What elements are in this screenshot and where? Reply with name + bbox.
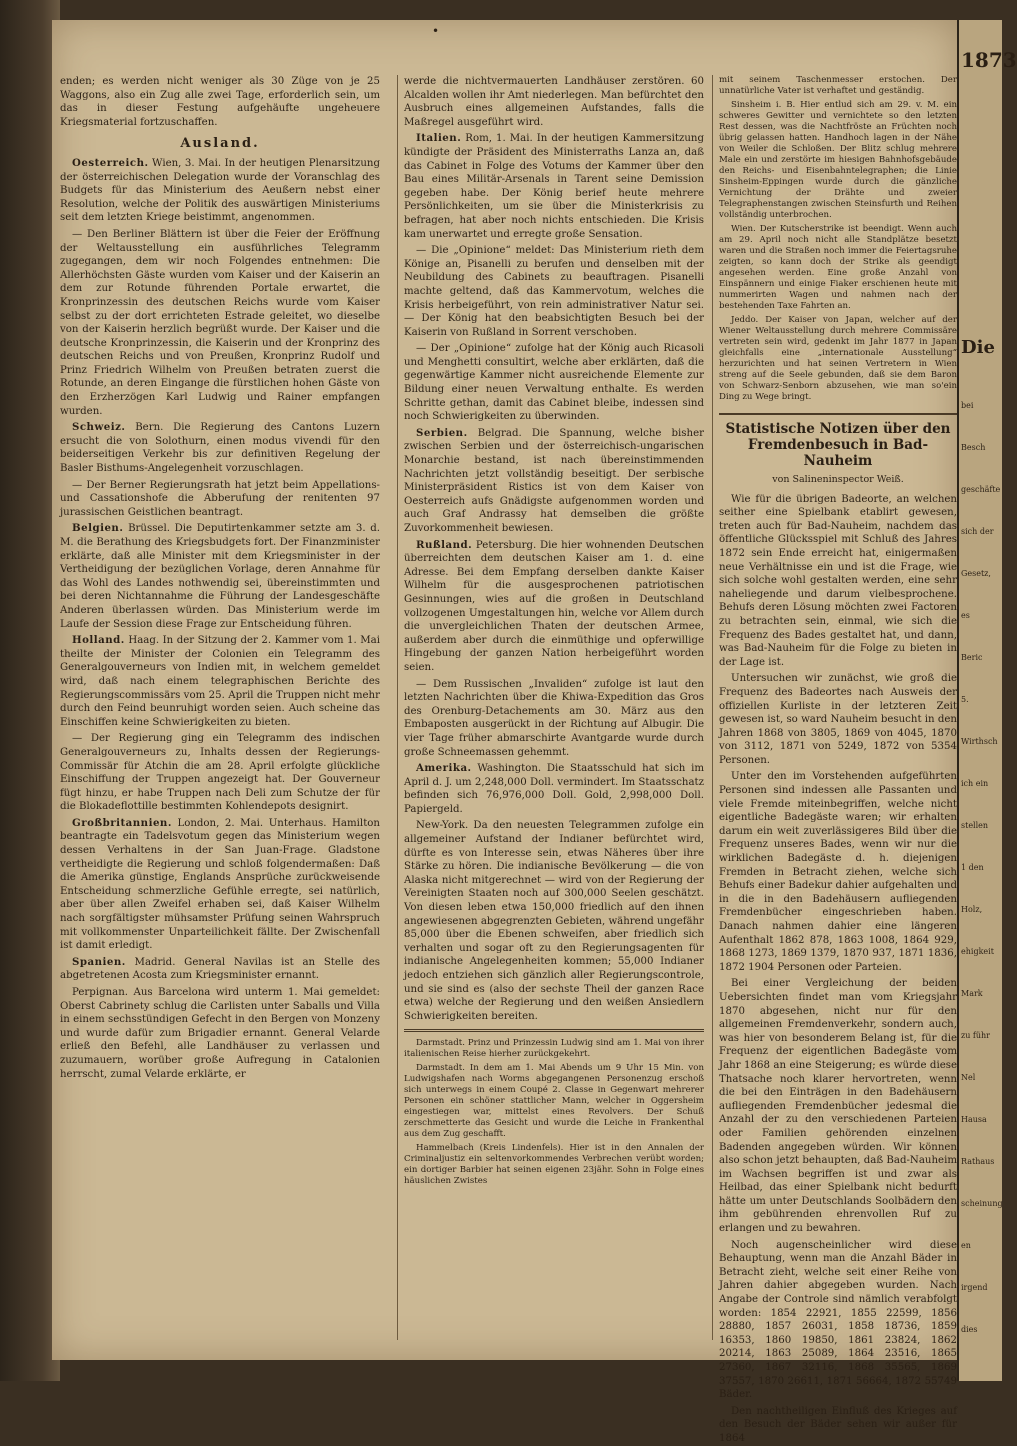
notizen-author: von Salineninspector Weiß.	[772, 474, 904, 485]
column-1	[60, 75, 380, 1340]
column-3	[712, 75, 957, 1444]
article-grossbritannien	[60, 817, 380, 953]
lead-spanien: Spanien.	[72, 955, 126, 968]
facing-page-fragment: ich ein	[961, 779, 989, 788]
facing-page-edge	[957, 20, 1017, 1381]
article-serbien	[404, 427, 704, 536]
article-newyork: New-York. Da den neuesten Telegrammen zufolge ein allgemeiner Aufstand der Indianer befürchtet wird, dürfte es von Interesse sein, etwas Näheres über ihre Stärke zu hören. Die indianische Bevölkerung — die von Alaska nicht mitgerechnet — wird von der Regierung der Vereinigten Staaten noch auf 300,000 Seelen geschätzt. Von diesen leben etwa 150,000 friedlich auf den ihnen angewiesenen abgegrenzten Gebieten, während ungefähr 85,000 über die Ebenen schweifen, aber friedlich sich verhalten und sogar oft zu den Regierungsagenten für indianische Angelegenheiten kommen; 55,000 Indianer jedoch entziehen sich gänzlich aller Regierungscontrole, und sie sind es (also der sechste Theil der ganzen Race etwa) welche der Regierung und den weißen Ansiedlern Schwierigkeiten bereiten.	[404, 820, 704, 1022]
facing-page-fragment: stellen	[961, 821, 989, 830]
facing-page-fragment: Nel	[961, 1073, 976, 1082]
facing-page-fragment: Gesetz,	[961, 569, 991, 578]
facing-page-fragment: bei	[961, 401, 974, 410]
notizen-paragraph-1: Wie für die übrigen Badeorte, an welchen seither eine Spielbank etablirt gewesen, treten auch für Bad-Nauheim, nachdem das öffentliche Glücksspiel mit Schluß des Jahres 1872 sein Ende erreicht hat, einigermaßen neue Verhältnisse ein und ist die Frage, wie sich solche wohl gestalten werden, eine sehr naheliegende und darum vielbesprochene. Behufs deren Lösung möchten zwei Factoren zu betrachten sein, einmal, wie sich die Frequenz des Bades gestaltet hat, und dann, was Bad-Nauheim für die Folge zu bieten in der Lage ist.	[719, 493, 957, 668]
article-oesterreich	[60, 157, 380, 225]
lead-schweiz: Schweiz.	[72, 421, 126, 434]
text-belgien: Brüssel. Die Deputirtenkammer setzte am 3. d. M. die Berathung des Kriegsbudgets fort. Der Finanzminister erklärte, daß alle Minister mit dem Kriegsminister in der Vertheidigung der bezüglichen Vorlage, deren Annahme für das Wohl des Landes nothwendig sei, übereinstimmten und bei deren Nichtannahme die Führung der Landesgeschäfte Anderen überlassen würden. Das Ministerium werde im Laufe der Session diese Frage zur Entscheidung führen.	[60, 523, 380, 630]
article-schweiz	[60, 421, 380, 475]
text-oesterreich: Wien, 3. Mai. In der heutigen Plenarsitzung der österreichischen Delegation wurde der Voranschlag des Budgets für das Ministerium des Aeußern nebst einer Resolution, welche der Politik des auswärtigen Ministeriums seit dem letzten Kriege beistimmt, angenommen.	[60, 157, 380, 224]
article-opinione-1: — Die „Opinione“ meldet: Das Ministerium rieth dem Könige an, Pisanelli zu berufen und denselben mit der Neubildung des Cabinets zu beauftragen. Pisanelli machte geltend, daß das Kammervotum, welches die Krisis herbeigeführt, von rein administrativer Natur sei. — Der König hat den beabsichtigten Besuch bei der Kaiserin von Rußland in Sorrent verschoben.	[404, 245, 704, 338]
article-russland	[404, 539, 704, 675]
facing-page-headline: Die	[961, 337, 995, 358]
lead-grossbritannien: Großbritannien.	[72, 816, 172, 829]
lead-serbien: Serbien.	[416, 426, 468, 439]
page-dot: •	[432, 24, 440, 38]
facing-page-fragment: Rathaus	[961, 1157, 995, 1166]
book-binding	[0, 0, 60, 1381]
facing-page-fragment: geschäfte	[961, 485, 1001, 494]
article-darmstadt-1: Darmstadt. Prinz und Prinzessin Ludwig sind am 1. Mai von ihrer italienischen Reise hierher zurückgekehrt.	[404, 1038, 704, 1060]
facing-page-fragment: Mark	[961, 989, 983, 998]
facing-page-fragment: es	[961, 611, 970, 620]
section-title-ausland: Ausland.	[180, 136, 260, 152]
facing-page-fragment: Holz,	[961, 905, 983, 914]
text-schweiz: Bern. Die Regierung des Cantons Luzern ersucht die von Solothurn, einen modus vivendi für den beiderseitigen Verkehr bis zur definitiven Regelung der Basler Bisthums-Angelegenheit vorzuschlagen.	[60, 422, 380, 475]
lead-oesterreich: Oesterreich.	[72, 156, 149, 169]
facing-page-fragment: dies	[961, 1325, 978, 1334]
article-opinione-2: — Der „Opinione“ zufolge hat der König auch Ricasoli und Menghetti consultirt, welche aber erklärten, daß die gegenwärtige Kammer nicht ausreichende Elemente zur Bildung einer neuen Verwaltung enthalte. Es werden Schritte gethan, damit das Cabinet bleibe, indessen sind noch Schwierigkeiten zu überwinden.	[404, 343, 704, 423]
facing-page-fragment: en	[961, 1241, 971, 1250]
lead-amerika: Amerika.	[416, 762, 472, 775]
facing-page-year: 1873	[961, 48, 1017, 72]
article-belgien	[60, 522, 380, 631]
column-2	[397, 75, 704, 1340]
article-italien	[404, 132, 704, 241]
notizen-paragraph-2: Untersuchen wir zunächst, wie groß die Frequenz des Badeortes nach Ausweis der offiziellen Kurliste in der letzteren Zeit gewesen ist, so ward Nauheim besucht in den Jahren 1868 von 3805, 1869 von 4045, 1870 von 3112, 1871 von 5249, 1872 von 5354 Personen.	[719, 673, 957, 766]
facing-page-fragment: Hausa	[961, 1115, 987, 1124]
notizen-paragraph-4: Bei einer Vergleichung der beiden Uebersichten findet man vom Kriegsjahr 1870 abgesehen, nicht nur für den allgemeinen Fremdenverkehr, sondern auch, was hier von besonderem Belang ist, für die Frequenz der eigentlichen Badegäste vom Jahr 1868 an eine Steigerung; es würde diese Thatsache noch klarer hervortreten, wenn die bei den Einträgen in den Badehäusern aufliegenden Fremdenbücher jedesmal die Anzahl der zu den verschiedenen Parteien oder Familien gehörenden einzelnen Badenden angegeben würden. Wir können also schon jetzt behaupten, daß Bad-Nauheim im Wachsen begriffen ist und zwar als Heilbad, das einer Spielbank nicht bedurft hätte um unter Deutschlands Soolbädern den ihm gebührenden ehrenvollen Ruf zu erlangen und zu bewahren.	[719, 978, 957, 1235]
facing-page-fragment: irgend	[961, 1283, 988, 1292]
article-berner: — Der Berner Regierungsrath hat jetzt beim Appellations- und Cassationshofe die Abberufung der renitenten 97 jurassischen Geistlichen beantragt.	[60, 479, 380, 518]
facing-page-fragment: zu führ	[961, 1031, 990, 1040]
lead-holland: Holland.	[72, 634, 125, 647]
article-spanien	[60, 956, 380, 983]
lead-italien: Italien.	[416, 132, 462, 145]
lead-russland: Rußland.	[416, 538, 473, 551]
facing-page-fragment: 1 den	[961, 863, 984, 872]
article-jeddo: Jeddo. Der Kaiser von Japan, welcher auf der Wiener Weltausstellung durch mehrere Commissäre vertreten sein wird, gedenkt im Jahr 1877 in Japan gleichfalls eine „internationale Ausstellung“ herzurichten und hat seinen Vertretern in Wien streng auf die Seele gebunden, daß sie dem Baron von Schwarz-Senborn abzusehen, wie man so'ein Ding zu Wege bringt.	[719, 315, 957, 402]
article-sinsheim: Sinsheim i. B. Hier entlud sich am 29. v. M. ein schweres Gewitter und vernichtete so den letzten Rest dessen, was die Nachtfröste an Früchten noch übrig gelassen hatten. Handhoch lagen in der Nähe von Weiler die Schloßen. Der Blitz schlug mehrere Male ein und zerstörte im hiesigen Bahnhofsgebäude den Reichs- und Eisenbahntelegraphen; die Linie Sinsheim-Eppingen wurde durch die gänzliche Vernichtung der Drähte und zweier Telegraphenstangen zwischen Steinsfurth und Reihen vollständig unterbrochen.	[719, 100, 957, 220]
col2-intro: werde die nichtvermauerten Landhäuser zerstören. 60 Alcalden wollen ihr Amt niederlegen. Man befürchtet den Ausbruch eines allgemeinen Aufstandes, falls die Maßregel ausgeführt wird.	[404, 76, 704, 128]
lead-belgien: Belgien.	[72, 522, 124, 535]
notizen-paragraph-3: Unter den im Vorstehenden aufgeführten Personen sind indessen alle Passanten und viele Fremde miteinbegriffen, welche nicht eigentliche Badegäste waren; wir erhalten darum ein weit zuverlässigeres Bild über die Frequenz unseres Bades, wenn wir nur die wirklichen Badegäste d. h. diejenigen Fremden in Betracht ziehen, welche sich Behufs einer Badekur dahier aufgehalten und in die in den Badehäusern aufliegenden Fremdenbücher eingeschrieben haben. Danach nahmen dahier eine längeren Aufenthalt 1862 878, 1863 1008, 1864 929, 1868 1273, 1869 1379, 1870 937, 1871 1836, 1872 1904 Personen oder Parteien.	[719, 771, 957, 973]
facing-page-fragment: sich der	[961, 527, 994, 536]
text-grossbritannien: London, 2. Mai. Unterhaus. Hamilton beantragte ein Tadelsvotum gegen das Ministerium wegen dessen Verhaltens in der San Juan-Frage. Gladstone vertheidigte die Regierung und schloß folgendermaßen: Daß die Amerika günstige, Englands Ansprüche zurückweisende Entscheidung schmerzliche Gefühle erregte, sei natürlich, aber über allen Zweifel erhaben sei, daß Kaiser Wilhelm nach sorgfältigster mühsamster Prüfung seinen Wahrspruch mit vollkommenster Unparteilichkeit fällte. Der Zwischenfall ist damit erledigt.	[60, 817, 380, 952]
facing-page-fragment: 5.	[961, 695, 969, 704]
col3-intro: mit seinem Taschenmesser erstochen. Der unnatürliche Vater ist verhaftet und geständig.	[719, 75, 957, 96]
newspaper-page	[52, 20, 957, 1444]
notizen-title: Statistische Notizen über den Fremdenbesuch in Bad-Nauheim	[719, 413, 957, 469]
section-divider	[404, 1029, 704, 1032]
text-italien: Rom, 1. Mai. In der heutigen Kammersitzung kündigte der Präsident des Ministerraths Lanza an, daß das Cabinet in Folge des Votums der Kammer über den Bau eines Militär-Arsenals in Tarent seine Demission gegeben habe. Der König berief heute mehrere Persönlichkeiten, um sie über die Ministerkrisis zu befragen, hat aber noch nichts entschieden. Die Krisis kam unerwartet und erregte große Sensation.	[404, 133, 704, 240]
facing-page-fragment: Besch	[961, 443, 986, 452]
article-berlin: — Den Berliner Blättern ist über die Feier der Eröffnung der Weltausstellung ein ausführliches Telegramm zugegangen, dem wir noch Folgendes entnehmen: Die Allerhöchsten Gäste wurden vom Kaiser und der Kaiserin an dem zur Rotunde führenden Portale erwartet, die Kronprinzessin des deutschen Reichs wurde vom Kaiser selbst zu der dort errichteten Estrade geleitet, wo dieselbe von der Kaiserin herzlich begrüßt wurde. Der Kaiser und die deutsche Kronprinzessin, die Kaiserin und der Kronprinz des deutschen Reichs und von Preußen, Kronprinz Rudolf und Prinz Friedrich Wilhelm von Preußen betraten zuerst die Rotunde, an deren Eingange die fürstlichen hohen Gäste von den Erzherzögen Karl Ludwig und Rainer empfangen wurden.	[60, 228, 380, 417]
article-holland	[60, 634, 380, 729]
notizen-paragraph-5: Noch augenscheinlicher wird diese Behauptung, wenn man die Anzahl Bäder in Betracht zieht, welche seit einer Reihe von Jahren dahier abgegeben wurden. Nach Angabe der Controle sind nämlich verabfolgt worden: 1854 22921, 1855 22599, 1856 28880, 1857 26031, 1858 18736, 1859 16353, 1860 19850, 1861 23824, 1862 20214, 1863 25089, 1864 23516, 1865 27360, 1867 32116, 1868 35565, 1869 37557, 1870 26611, 1871 56664, 1872 55749 Bäder.	[719, 1239, 957, 1401]
notizen-paragraph-6: Den nachtheiligen Einfluß des Krieges auf den Besuch der Bäder sehen wir außer für 1864	[719, 1405, 957, 1444]
text-serbien: Belgrad. Die Spannung, welche bisher zwischen Serbien und der österreichisch-ungarischen Monarchie bestand, ist nach übereinstimmenden Nachrichten jetzt vollständig beseitigt. Der serbische Ministerpräsident Ristics ist von dem Kaiser von Oesterreich aufs Gnädigste aufgenommen worden und auch Graf Andrassy hat demselben die größte Zuvorkommenheit bewiesen.	[404, 427, 704, 534]
article-invaliden: — Dem Russischen „Invaliden“ zufolge ist laut den letzten Nachrichten über die Khiwa-Expedition das Gros des Orenburg-Detachements am 30. März aus den Embaposten ausgerückt in der Richtung auf Albugir. Die vier Tage früher abmarschirte Avantgarde wurde durch große Schneemassen gehemmt.	[404, 678, 704, 758]
article-hammelbach: Hammelbach (Kreis Lindenfels). Hier ist in den Annalen der Criminaljustiz ein seltenvorkommendes Verbrechen verübt worden; ein dortiger Barbier hat seinen eigenen 23jähr. Sohn in Folge eines häuslichen Zwistes	[404, 1143, 704, 1187]
article-amerika	[404, 762, 704, 816]
facing-page-fragment: scheinung	[961, 1199, 1003, 1208]
facing-page-fragment: Beric	[961, 653, 983, 662]
text-holland: Haag. In der Sitzung der 2. Kammer vom 1. Mai theilte der Minister der Colonien ein Telegramm des Generalgouverneurs von Indien mit, in welchem gemeldet wird, daß nach einem telegraphischen Berichte des Regierungscommissärs vom 25. April die Truppen nicht mehr durch den Feind beunruhigt worden seien. Auch scheine das Einschiffen keine Schwierigkeiten zu bieten.	[60, 635, 380, 728]
article-darmstadt-2: Darmstadt. In dem am 1. Mai Abends um 9 Uhr 15 Min. von Ludwigshafen nach Worms abgegangenen Personenzug erschoß sich unterwegs in einem Coupé 2. Classe in Gegenwart mehrerer Personen ein schöner stattlicher Mann, welcher in Oggersheim eingestiegen war, mittelst eines Revolvers. Der Schuß zerschmetterte das Gesicht und wurde die Leiche in Frankenthal aus dem Zug geschafft.	[404, 1063, 704, 1140]
facing-page-fragment: ehigkeit	[961, 947, 994, 956]
text-spanien: Madrid. General Navilas ist an Stelle des abgetretenen Acosta zum Kriegsminister ernannt.	[60, 956, 380, 982]
text-amerika: Washington. Die Staatsschuld hat sich im April d. J. um 2,248,000 Doll. vermindert. Im Staatsschatz befinden sich 76,976,000 Doll. Gold, 2,998,000 Doll. Papiergeld.	[404, 763, 704, 815]
article-wien: Wien. Der Kutscherstrike ist beendigt. Wenn auch am 29. April noch nicht alle Standplätze besetzt waren und die Straßen noch immer die Feiertagsruhe zeigten, so kann doch der Strike als geendigt angesehen werden. Eine große Anzahl von Einspännern und einige Fiaker erschienen heute mit nummerirten Wagen und nahmen nach der bestehenden Taxe Fahrten an.	[719, 224, 957, 311]
article-holland-2: — Der Regierung ging ein Telegramm des indischen Generalgouverneurs zu, Inhalts dessen der Regierungs-Commissär für Atchin die am 28. April erfolgte glückliche Einschiffung der Truppen angezeigt hat. Der Gouverneur fügt hinzu, er habe Truppen nach Deli zum Schutze der für die Blokadeflottille bestimmten Kohlendepots designirt.	[60, 733, 380, 813]
facing-page-fragment: Wirthsch	[961, 737, 998, 746]
col1-intro: enden; es werden nicht weniger als 30 Züge von je 25 Waggons, also ein Zug alle zwei Tage, erforderlich sein, um das in dieser Festung aufgehäufte ungeheuere Kriegsmaterial fortzuschaffen.	[60, 76, 380, 128]
article-perpignan: Perpignan. Aus Barcelona wird unterm 1. Mai gemeldet: Oberst Cabrinety schlug die Carlisten unter Saballs und Villa in einem sechsstündigen Gefecht in den Bergen von Monzeny und wurde dafür zum Brigadier ernannt. General Velarde erließ den Befehl, alle Landhäuser zu verlassen und zuzumauern, worüber große Aufregung in Catalonien herrscht, zumal Velarde erklärte, er	[60, 987, 380, 1080]
text-russland: Petersburg. Die hier wohnenden Deutschen überreichten dem deutschen Kaiser am 1. d. eine Adresse. Bei dem Empfang derselben dankte Kaiser Wilhelm für die ausgesprochenen patriotischen Gesinnungen, wies auf die großen in Deutschland vollzogenen Umgestaltungen hin, welche vor Allem durch die unvergleichlichen Thaten der deutschen Armee, außerdem aber durch die einmüthige und opferwillige Hingebung der ganzen Nation herbeigeführt worden seien.	[404, 539, 704, 673]
